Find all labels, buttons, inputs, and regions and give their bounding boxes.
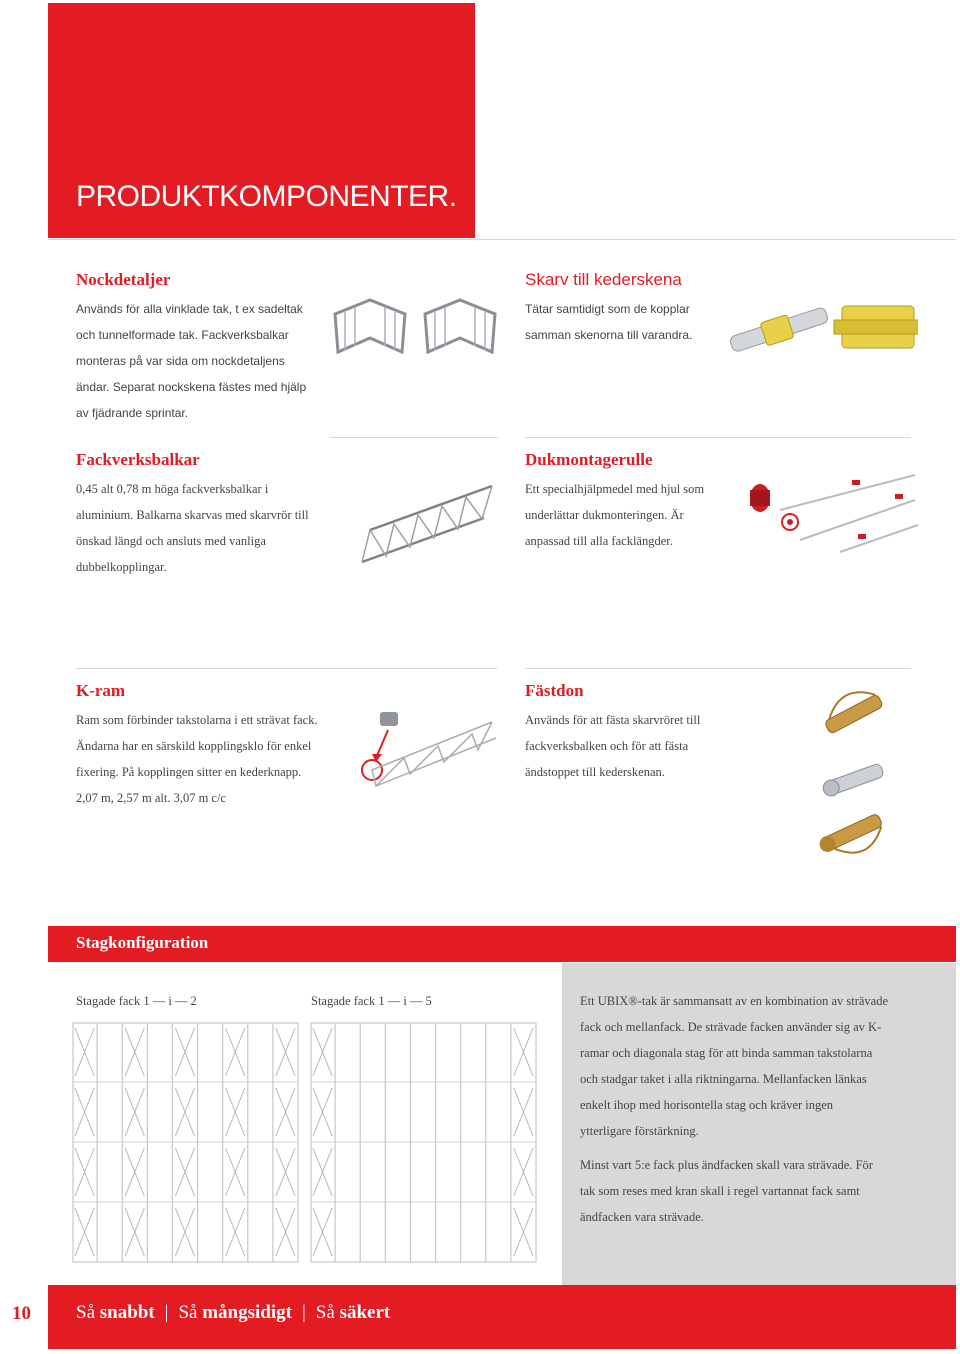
tagline-word: snabbt [99, 1302, 155, 1323]
k-brace [75, 1208, 94, 1256]
k-brace [175, 1088, 194, 1136]
k-brace [276, 1148, 295, 1196]
info-paragraph [580, 988, 950, 1144]
section-text [76, 476, 356, 580]
tagline-word: mångsidigt [202, 1302, 292, 1323]
text-line: aluminium. Balkarna skarvas med skarvrör till [76, 508, 309, 522]
text-line: enkelt ihop med horisontella stag och kräver ingen [580, 1098, 834, 1112]
k-brace [75, 1028, 94, 1076]
truss-beam-image [356, 470, 498, 580]
k-brace [514, 1148, 533, 1196]
section-title: Dukmontagerulle [525, 450, 653, 469]
text-line: Ett UBIX®-tak är sammansatt av en kombination av strävade [580, 994, 889, 1008]
text-line: ändstoppet till kederskenan. [525, 765, 665, 779]
text-line: ytterligare förstärkning. [580, 1124, 699, 1138]
tagline-word: Så [76, 1302, 100, 1323]
text-line: Tätar samtidigt som de kopplar [525, 302, 690, 316]
text-line: Ett specialhjälpmedel med hjul som [525, 482, 705, 496]
text-line: fackverksbalken och för att fästa [525, 739, 689, 753]
text-line: underlättar dukmonteringen. Är [525, 508, 684, 522]
k-brace [175, 1208, 194, 1256]
text-line: och tunnelformade tak. Fackverksbalkar [76, 328, 289, 342]
tagline-separator: | [301, 1302, 306, 1323]
ridge-detail-image [330, 292, 500, 372]
k-brace [276, 1028, 295, 1076]
divider [525, 668, 911, 669]
text-line: Ändarna har en särskild kopplingsklo för enkel [76, 739, 312, 753]
k-brace [75, 1088, 94, 1136]
bracing-diagram-1-2 [72, 1022, 300, 1266]
section-title: Fackverksbalkar [76, 450, 200, 469]
text-line: och stadgar taket i alla riktningarna. Mellanfacken länkas [580, 1072, 867, 1086]
k-brace [125, 1088, 144, 1136]
k-brace [75, 1148, 94, 1196]
section-text [525, 707, 785, 785]
stag-title: Stagkonfiguration [76, 933, 209, 952]
section-title: Skarv till kederskena [525, 270, 682, 289]
text-line: ändar. Separat nockskena fästes med hjälp [76, 380, 307, 394]
k-brace [313, 1208, 332, 1256]
divider [76, 668, 497, 669]
section-nockdetaljer [76, 270, 336, 426]
stag-label-left: Stagade fack 1 — i — 2 [76, 994, 197, 1008]
text-line: fack och mellanfack. De strävade facken använder sig av K- [580, 1020, 882, 1034]
text-line: dubbelkopplingar. [76, 560, 167, 574]
text-line: önskad längd och ansluts med vanliga [76, 534, 266, 548]
k-brace [125, 1208, 144, 1256]
k-brace [313, 1088, 332, 1136]
section-text [76, 707, 366, 811]
k-brace [276, 1208, 295, 1256]
k-brace [226, 1088, 245, 1136]
k-brace [125, 1148, 144, 1196]
divider [525, 437, 911, 438]
k-brace [313, 1028, 332, 1076]
k-brace [514, 1028, 533, 1076]
section-fackverksbalkar [76, 450, 356, 580]
k-brace [175, 1148, 194, 1196]
text-line: tak som reses med kran skall i regel vartannat fack samt [580, 1184, 860, 1198]
text-line: av fjädrande sprintar. [76, 406, 189, 420]
page-number: 10 [12, 1303, 31, 1324]
section-text [76, 296, 336, 426]
k-brace [125, 1028, 144, 1076]
text-line: samman skenorna till varandra. [525, 328, 693, 342]
tagline-word: säkert [339, 1302, 391, 1323]
info-paragraph [580, 1152, 950, 1230]
section-kram [76, 681, 366, 811]
text-line: Används för att fästa skarvröret till [525, 713, 701, 727]
section-title: Fästdon [525, 681, 584, 700]
bracing-diagram-1-5 [310, 1022, 538, 1266]
section-fastdon [525, 681, 785, 785]
k-brace [226, 1208, 245, 1256]
page-title: PRODUKTKOMPONENTER. [76, 180, 457, 213]
stag-label-right: Stagade fack 1 — i — 5 [311, 994, 432, 1008]
text-line: ändfacken vara strävade. [580, 1210, 704, 1224]
divider [330, 437, 498, 438]
tagline-separator: | [164, 1302, 169, 1323]
roller-tool-image [740, 470, 920, 560]
k-brace [226, 1148, 245, 1196]
k-brace [226, 1028, 245, 1076]
divider [48, 239, 956, 240]
footer-tagline [76, 1302, 390, 1324]
text-line: Används för alla vinklade tak, t ex sadeltak [76, 302, 303, 316]
section-title: Nockdetaljer [76, 270, 171, 289]
k-brace [514, 1088, 533, 1136]
k-frame-image [352, 702, 498, 794]
k-brace [514, 1208, 533, 1256]
k-brace [276, 1088, 295, 1136]
info-panel [562, 963, 956, 1285]
text-line: fixering. På kopplingen sitter en kederknapp. [76, 765, 302, 779]
tagline-word: Så [315, 1302, 340, 1323]
text-line: monteras på var sida om nockdetaljens [76, 354, 285, 368]
k-brace [175, 1028, 194, 1076]
text-line: 2,07 m, 2,57 m alt. 3,07 m c/c [76, 791, 226, 805]
fasteners-image [816, 684, 896, 870]
text-line: 0,45 alt 0,78 m höga fackverksbalkar i [76, 482, 269, 496]
text-line: Minst vart 5:e fack plus ändfacken skall vara strävade. För [580, 1158, 873, 1172]
text-line: ramar och diagonala stag för att binda samman takstolarna [580, 1046, 873, 1060]
rail-joint-image [722, 294, 918, 364]
text-line: anpassad till alla facklängder. [525, 534, 673, 548]
tagline-word: Så [178, 1302, 203, 1323]
section-title: K-ram [76, 681, 126, 700]
text-line: Ram som förbinder takstolarna i ett strävat fack. [76, 713, 318, 727]
k-brace [313, 1148, 332, 1196]
